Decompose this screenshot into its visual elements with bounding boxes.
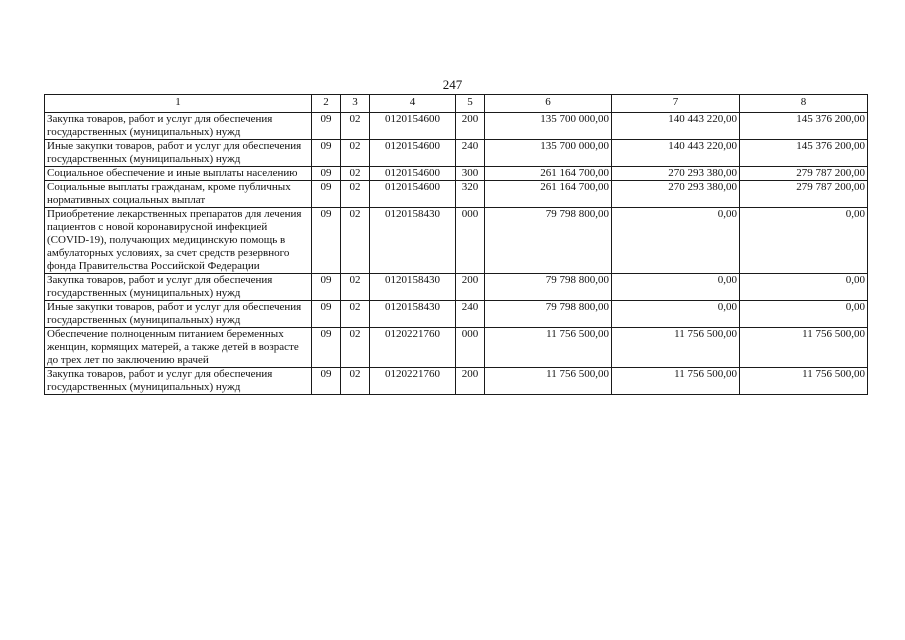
row-name: Приобретение лекарственных препаратов для лечения пациентов с новой коронавирусной инфекцией (COVID-19), получающих медицинскую помощь в амбулаторных условиях, за счет средств резервного фонда Правительства Российской Федерации (45, 208, 312, 274)
row-expense-type: 320 (456, 181, 485, 208)
table-row (45, 140, 868, 167)
table-row (45, 208, 868, 274)
row-expense-type: 240 (456, 140, 485, 167)
row-target-article: 0120154600 (370, 167, 456, 181)
row-section: 09 (312, 181, 341, 208)
col-header-8: 8 (740, 95, 868, 113)
row-amount-col6: 79 798 800,00 (485, 301, 612, 328)
row-section: 09 (312, 167, 341, 181)
row-amount-col8: 11 756 500,00 (740, 368, 868, 395)
row-amount-col7: 270 293 380,00 (612, 181, 740, 208)
row-amount-col8: 0,00 (740, 301, 868, 328)
row-name: Закупка товаров, работ и услуг для обеспечения государственных (муниципальных) нужд (45, 368, 312, 395)
row-amount-col7: 0,00 (612, 274, 740, 301)
col-header-7: 7 (612, 95, 740, 113)
header-row (45, 95, 868, 113)
table-row (45, 113, 868, 140)
row-section: 09 (312, 368, 341, 395)
row-target-article: 0120158430 (370, 301, 456, 328)
row-amount-col6: 11 756 500,00 (485, 328, 612, 368)
row-expense-type: 200 (456, 113, 485, 140)
row-amount-col7: 140 443 220,00 (612, 140, 740, 167)
row-section: 09 (312, 140, 341, 167)
row-name: Социальные выплаты гражданам, кроме публичных нормативных социальных выплат (45, 181, 312, 208)
row-target-article: 0120154600 (370, 181, 456, 208)
row-name: Иные закупки товаров, работ и услуг для обеспечения государственных (муниципальных) нужд (45, 140, 312, 167)
row-subsection: 02 (341, 301, 370, 328)
row-amount-col6: 135 700 000,00 (485, 113, 612, 140)
row-amount-col6: 79 798 800,00 (485, 208, 612, 274)
table-row (45, 328, 868, 368)
row-target-article: 0120221760 (370, 328, 456, 368)
row-amount-col8: 145 376 200,00 (740, 113, 868, 140)
row-amount-col8: 0,00 (740, 208, 868, 274)
row-subsection: 02 (341, 208, 370, 274)
row-name: Закупка товаров, работ и услуг для обеспечения государственных (муниципальных) нужд (45, 274, 312, 301)
row-name: Обеспечение полноценным питанием беременных женщин, кормящих матерей, а также детей в возрасте до трех лет по заключению врачей (45, 328, 312, 368)
row-amount-col6: 135 700 000,00 (485, 140, 612, 167)
row-expense-type: 000 (456, 208, 485, 274)
row-name: Социальное обеспечение и иные выплаты населению (45, 167, 312, 181)
page-number: 247 (442, 77, 463, 92)
row-expense-type: 300 (456, 167, 485, 181)
row-amount-col8: 279 787 200,00 (740, 167, 868, 181)
budget-table (44, 94, 868, 395)
row-target-article: 0120154600 (370, 113, 456, 140)
row-amount-col6: 11 756 500,00 (485, 368, 612, 395)
row-section: 09 (312, 301, 341, 328)
row-expense-type: 200 (456, 368, 485, 395)
row-amount-col7: 270 293 380,00 (612, 167, 740, 181)
row-amount-col7: 0,00 (612, 301, 740, 328)
table-row (45, 368, 868, 395)
col-header-4: 4 (370, 95, 456, 113)
row-expense-type: 000 (456, 328, 485, 368)
table-row (45, 301, 868, 328)
col-header-6: 6 (485, 95, 612, 113)
table-row (45, 274, 868, 301)
col-header-5: 5 (456, 95, 485, 113)
row-amount-col8: 145 376 200,00 (740, 140, 868, 167)
table-row (45, 181, 868, 208)
row-amount-col7: 0,00 (612, 208, 740, 274)
row-expense-type: 240 (456, 301, 485, 328)
row-amount-col6: 79 798 800,00 (485, 274, 612, 301)
col-header-1: 1 (45, 95, 312, 113)
row-expense-type: 200 (456, 274, 485, 301)
row-amount-col8: 0,00 (740, 274, 868, 301)
row-target-article: 0120154600 (370, 140, 456, 167)
col-header-3: 3 (341, 95, 370, 113)
row-amount-col7: 11 756 500,00 (612, 368, 740, 395)
row-target-article: 0120221760 (370, 368, 456, 395)
row-name: Закупка товаров, работ и услуг для обеспечения государственных (муниципальных) нужд (45, 113, 312, 140)
row-section: 09 (312, 208, 341, 274)
row-amount-col6: 261 164 700,00 (485, 167, 612, 181)
row-amount-col7: 140 443 220,00 (612, 113, 740, 140)
row-target-article: 0120158430 (370, 274, 456, 301)
row-amount-col8: 279 787 200,00 (740, 181, 868, 208)
row-amount-col6: 261 164 700,00 (485, 181, 612, 208)
row-subsection: 02 (341, 274, 370, 301)
row-name: Иные закупки товаров, работ и услуг для обеспечения государственных (муниципальных) нужд (45, 301, 312, 328)
row-subsection: 02 (341, 167, 370, 181)
row-subsection: 02 (341, 113, 370, 140)
row-subsection: 02 (341, 328, 370, 368)
row-amount-col8: 11 756 500,00 (740, 328, 868, 368)
row-section: 09 (312, 113, 341, 140)
row-amount-col7: 11 756 500,00 (612, 328, 740, 368)
row-subsection: 02 (341, 140, 370, 167)
table-row (45, 167, 868, 181)
row-section: 09 (312, 274, 341, 301)
row-subsection: 02 (341, 181, 370, 208)
row-section: 09 (312, 328, 341, 368)
row-target-article: 0120158430 (370, 208, 456, 274)
col-header-2: 2 (312, 95, 341, 113)
row-subsection: 02 (341, 368, 370, 395)
